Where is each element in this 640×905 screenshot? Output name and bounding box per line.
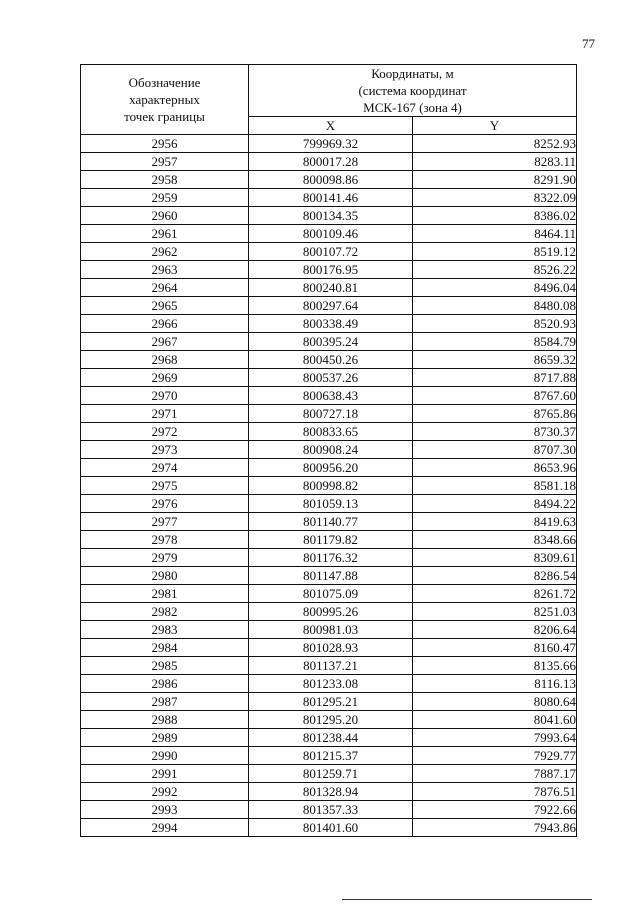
x-coordinate-cell: 801137.21 — [249, 657, 413, 675]
point-id-cell: 2993 — [81, 801, 249, 819]
point-id-cell: 2982 — [81, 603, 249, 621]
y-coordinate-cell: 8659.32 — [413, 351, 577, 369]
point-id-cell: 2959 — [81, 189, 249, 207]
x-coordinate-cell: 800998.82 — [249, 477, 413, 495]
x-coordinate-cell: 800908.24 — [249, 441, 413, 459]
coordinates-table — [80, 64, 577, 837]
y-coordinate-cell: 8286.54 — [413, 567, 577, 585]
x-coordinate-cell: 800981.03 — [249, 621, 413, 639]
x-coordinate-cell: 800338.49 — [249, 315, 413, 333]
y-coordinate-cell: 8116.13 — [413, 675, 577, 693]
point-id-cell: 2980 — [81, 567, 249, 585]
point-id-cell: 2966 — [81, 315, 249, 333]
x-coordinate-cell: 801028.93 — [249, 639, 413, 657]
point-id-cell: 2991 — [81, 765, 249, 783]
x-coordinate-cell: 801140.77 — [249, 513, 413, 531]
x-coordinate-cell: 800727.18 — [249, 405, 413, 423]
y-coordinate-cell: 8707.30 — [413, 441, 577, 459]
y-coordinate-cell: 8291.90 — [413, 171, 577, 189]
point-id-cell: 2988 — [81, 711, 249, 729]
table-row — [81, 423, 577, 441]
table-row — [81, 279, 577, 297]
x-column-header: X — [249, 117, 413, 135]
x-coordinate-cell: 801259.71 — [249, 765, 413, 783]
table-row — [81, 513, 577, 531]
point-id-cell: 2969 — [81, 369, 249, 387]
point-id-cell: 2973 — [81, 441, 249, 459]
table-row — [81, 369, 577, 387]
coords-header-line: (система координат — [358, 83, 467, 98]
y-coordinate-cell: 8765.86 — [413, 405, 577, 423]
point-id-cell: 2989 — [81, 729, 249, 747]
y-coordinate-cell: 8717.88 — [413, 369, 577, 387]
y-coordinate-cell: 8653.96 — [413, 459, 577, 477]
x-coordinate-cell: 801176.32 — [249, 549, 413, 567]
point-id-cell: 2994 — [81, 819, 249, 837]
x-coordinate-cell: 801401.60 — [249, 819, 413, 837]
y-coordinate-cell: 7943.86 — [413, 819, 577, 837]
point-id-cell: 2990 — [81, 747, 249, 765]
x-coordinate-cell: 800995.26 — [249, 603, 413, 621]
y-coordinate-cell: 8160.47 — [413, 639, 577, 657]
table-row — [81, 261, 577, 279]
table-row — [81, 765, 577, 783]
x-coordinate-cell: 801059.13 — [249, 495, 413, 513]
y-coordinate-cell: 8080.64 — [413, 693, 577, 711]
table-row — [81, 711, 577, 729]
point-id-cell: 2964 — [81, 279, 249, 297]
point-id-cell: 2974 — [81, 459, 249, 477]
table-row — [81, 153, 577, 171]
y-coordinate-cell: 8252.93 — [413, 135, 577, 153]
y-coordinate-cell: 8464.11 — [413, 225, 577, 243]
x-coordinate-cell: 800297.64 — [249, 297, 413, 315]
point-id-cell: 2956 — [81, 135, 249, 153]
table-row — [81, 351, 577, 369]
point-id-cell: 2972 — [81, 423, 249, 441]
x-coordinate-cell: 800134.35 — [249, 207, 413, 225]
table-row — [81, 585, 577, 603]
point-id-cell: 2987 — [81, 693, 249, 711]
y-coordinate-cell: 8581.18 — [413, 477, 577, 495]
y-coordinate-cell: 7929.77 — [413, 747, 577, 765]
x-coordinate-cell: 801233.08 — [249, 675, 413, 693]
table-row — [81, 477, 577, 495]
table-row — [81, 801, 577, 819]
x-coordinate-cell: 801357.33 — [249, 801, 413, 819]
table-row — [81, 675, 577, 693]
point-id-cell: 2977 — [81, 513, 249, 531]
table-row — [81, 405, 577, 423]
point-header-line: характерных — [129, 92, 200, 107]
coordinates-header — [249, 65, 577, 117]
point-id-cell: 2983 — [81, 621, 249, 639]
table-row — [81, 225, 577, 243]
x-coordinate-cell: 801295.21 — [249, 693, 413, 711]
table-row — [81, 819, 577, 837]
x-coordinate-cell: 800107.72 — [249, 243, 413, 261]
point-id-cell: 2976 — [81, 495, 249, 513]
page-number: 77 — [582, 36, 595, 51]
x-coordinate-cell: 801328.94 — [249, 783, 413, 801]
table-row — [81, 315, 577, 333]
y-coordinate-cell: 7887.17 — [413, 765, 577, 783]
point-id-cell: 2968 — [81, 351, 249, 369]
x-coordinate-cell: 801238.44 — [249, 729, 413, 747]
point-id-cell: 2984 — [81, 639, 249, 657]
table-row — [81, 243, 577, 261]
point-id-cell: 2963 — [81, 261, 249, 279]
table-row — [81, 657, 577, 675]
y-column-header: Y — [413, 117, 577, 135]
x-coordinate-cell: 800537.26 — [249, 369, 413, 387]
table-row — [81, 441, 577, 459]
y-coordinate-cell: 8526.22 — [413, 261, 577, 279]
y-coordinate-cell: 8584.79 — [413, 333, 577, 351]
point-header-line: точек границы — [124, 109, 205, 124]
x-coordinate-cell: 800956.20 — [249, 459, 413, 477]
y-coordinate-cell: 8041.60 — [413, 711, 577, 729]
x-coordinate-cell: 800098.86 — [249, 171, 413, 189]
footer-rule — [342, 899, 592, 900]
table-row — [81, 747, 577, 765]
table-header-row — [81, 65, 577, 117]
table-row — [81, 693, 577, 711]
point-id-cell: 2971 — [81, 405, 249, 423]
table-body — [81, 135, 577, 837]
point-id-cell: 2962 — [81, 243, 249, 261]
y-coordinate-cell: 8494.22 — [413, 495, 577, 513]
y-coordinate-cell: 8206.64 — [413, 621, 577, 639]
y-coordinate-cell: 8251.03 — [413, 603, 577, 621]
table-row — [81, 333, 577, 351]
point-id-cell: 2958 — [81, 171, 249, 189]
point-id-cell: 2970 — [81, 387, 249, 405]
coords-header-line: МСК-167 (зона 4) — [363, 100, 462, 115]
x-coordinate-cell: 800141.46 — [249, 189, 413, 207]
y-coordinate-cell: 8261.72 — [413, 585, 577, 603]
y-coordinate-cell: 8309.61 — [413, 549, 577, 567]
table-row — [81, 603, 577, 621]
x-coordinate-cell: 800109.46 — [249, 225, 413, 243]
table-row — [81, 639, 577, 657]
y-coordinate-cell: 8419.63 — [413, 513, 577, 531]
point-id-cell: 2960 — [81, 207, 249, 225]
table-row — [81, 297, 577, 315]
x-coordinate-cell: 801215.37 — [249, 747, 413, 765]
point-id-cell: 2978 — [81, 531, 249, 549]
point-id-cell: 2992 — [81, 783, 249, 801]
table-row — [81, 135, 577, 153]
point-id-cell: 2957 — [81, 153, 249, 171]
table-row — [81, 459, 577, 477]
y-coordinate-cell: 8322.09 — [413, 189, 577, 207]
y-coordinate-cell: 8520.93 — [413, 315, 577, 333]
y-coordinate-cell: 7922.66 — [413, 801, 577, 819]
table-row — [81, 783, 577, 801]
x-coordinate-cell: 800017.28 — [249, 153, 413, 171]
point-header-line: Обозначение — [128, 75, 201, 90]
x-coordinate-cell: 801179.82 — [249, 531, 413, 549]
table-row — [81, 621, 577, 639]
y-coordinate-cell: 8767.60 — [413, 387, 577, 405]
point-id-cell: 2979 — [81, 549, 249, 567]
y-coordinate-cell: 8480.08 — [413, 297, 577, 315]
point-id-cell: 2967 — [81, 333, 249, 351]
y-coordinate-cell: 8283.11 — [413, 153, 577, 171]
table-row — [81, 171, 577, 189]
table-row — [81, 189, 577, 207]
x-coordinate-cell: 799969.32 — [249, 135, 413, 153]
x-coordinate-cell: 800450.26 — [249, 351, 413, 369]
point-id-cell: 2975 — [81, 477, 249, 495]
y-coordinate-cell: 8348.66 — [413, 531, 577, 549]
table-row — [81, 387, 577, 405]
y-coordinate-cell: 7993.64 — [413, 729, 577, 747]
table-row — [81, 549, 577, 567]
x-coordinate-cell: 800638.43 — [249, 387, 413, 405]
x-coordinate-cell: 800395.24 — [249, 333, 413, 351]
point-id-cell: 2985 — [81, 657, 249, 675]
table-row — [81, 495, 577, 513]
x-coordinate-cell: 801075.09 — [249, 585, 413, 603]
x-coordinate-cell: 800176.95 — [249, 261, 413, 279]
table-row — [81, 531, 577, 549]
point-designation-header — [81, 65, 249, 135]
y-coordinate-cell: 7876.51 — [413, 783, 577, 801]
x-coordinate-cell: 800240.81 — [249, 279, 413, 297]
x-coordinate-cell: 800833.65 — [249, 423, 413, 441]
point-id-cell: 2986 — [81, 675, 249, 693]
table-row — [81, 567, 577, 585]
y-coordinate-cell: 8135.66 — [413, 657, 577, 675]
y-coordinate-cell: 8496.04 — [413, 279, 577, 297]
y-coordinate-cell: 8730.37 — [413, 423, 577, 441]
y-coordinate-cell: 8386.02 — [413, 207, 577, 225]
x-coordinate-cell: 801295.20 — [249, 711, 413, 729]
y-coordinate-cell: 8519.12 — [413, 243, 577, 261]
coords-header-line: Координаты, м — [371, 66, 454, 81]
x-coordinate-cell: 801147.88 — [249, 567, 413, 585]
point-id-cell: 2961 — [81, 225, 249, 243]
table-row — [81, 207, 577, 225]
point-id-cell: 2981 — [81, 585, 249, 603]
table-row — [81, 729, 577, 747]
point-id-cell: 2965 — [81, 297, 249, 315]
